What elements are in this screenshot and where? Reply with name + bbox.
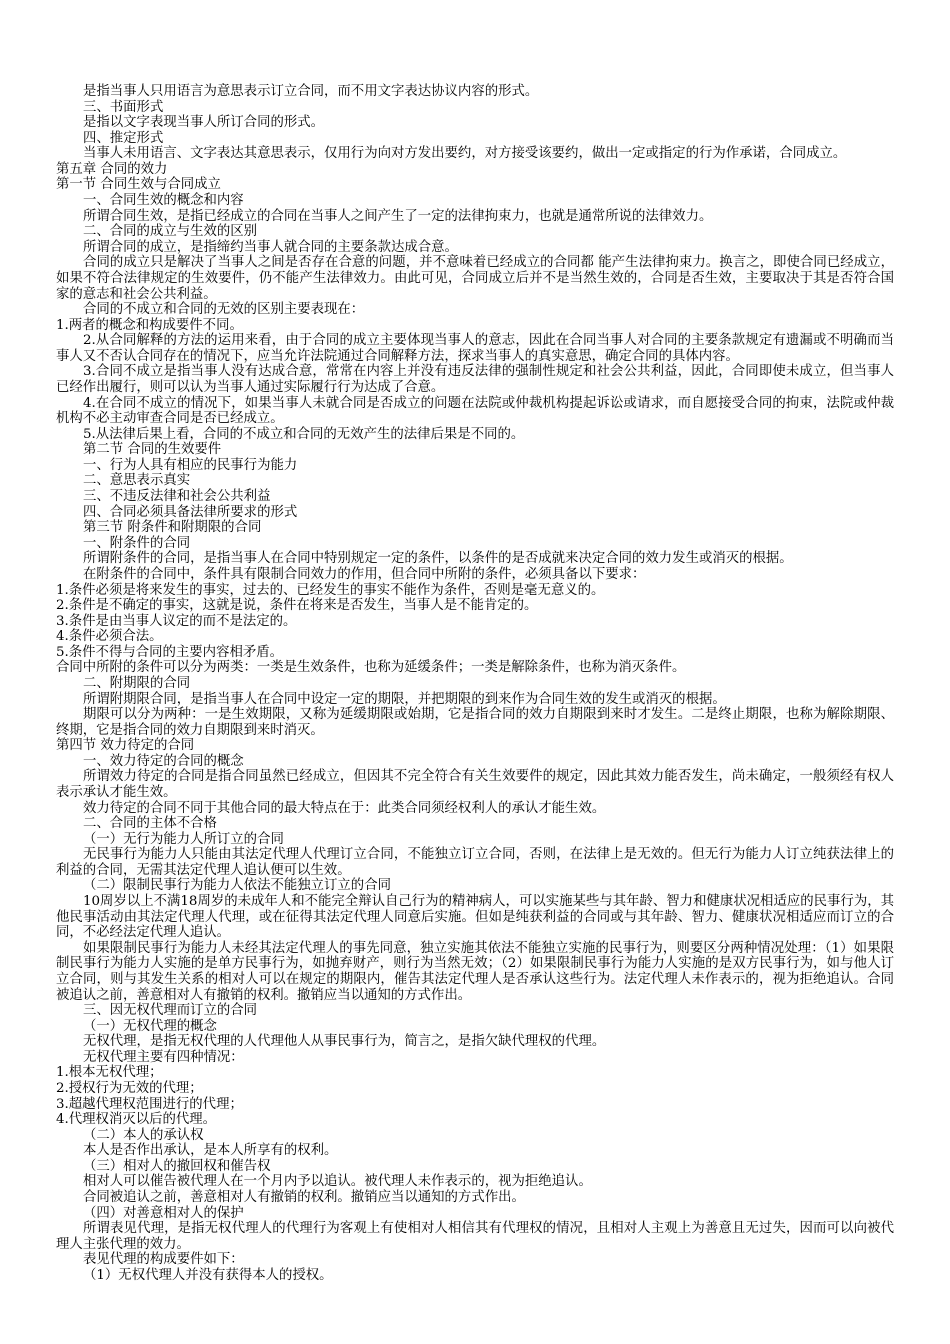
text-line: 是指以文字表现当事人所订合同的形式。	[83, 115, 325, 131]
text-line: （二）限制民事行为能力人依法不能独立订立的合同	[83, 878, 391, 894]
text-line: 2.授权行为无效的代理；	[56, 1081, 203, 1096]
text-line: 2.从合同解释的方法的运用来看，由于合同的成立主要体现当事人的意志，因此在合同当事人对合同的主要条款规定有遗漏或不明确而当事人又不否认合同存在的情况下，应当允许法院通过合同解释方法，探求当事人的真实意思，确定合同的具体内容。	[56, 333, 894, 364]
text-line: 5.条件不得与合同的主要内容相矛盾。	[56, 644, 284, 660]
text-line: 一、附条件的合同	[83, 535, 191, 551]
text-line: 合同被追认之前，善意相对人有撤销的权利。撤销应当以通知的方式作出。	[83, 1190, 525, 1206]
text-line: 1.两者的概念和构成要件不同。	[56, 317, 243, 333]
text-line: 当事人未用语言、文字表达其意思表示，仅用行为向对方发出要约，对方接受该要约，做出一定或指定的行为作承诺，合同成立。	[83, 146, 847, 162]
text-line: （一）无权代理的概念	[83, 1018, 217, 1034]
text-line: 第四节 效力待定的合同	[56, 738, 195, 754]
text-line: 二、附期限的合同	[83, 675, 191, 691]
text-line: 相对人可以催告被代理人在一个月内予以追认。被代理人未作表示的，视为拒绝追认。	[83, 1174, 592, 1190]
text-line: 所谓合同生效，是指已经成立的合同在当事人之间产生了一定的法律拘束力，也就是通常所说的法律效力。	[83, 208, 713, 224]
text-line: 所谓表见代理，是指无权代理人的代理行为客观上有使相对人相信其有代理权的情况，且相对人主观上为善意且无过失，因而可以向被代理人主张代理的效力。	[56, 1221, 894, 1252]
text-line: 4.条件必须合法。	[56, 629, 163, 645]
text-line: 二、意思表示真实	[83, 473, 191, 489]
text-line: 2.条件是不确定的事实，这就是说，条件在将来是否发生，当事人是不能肯定的。	[56, 598, 538, 614]
text-line: 1.条件必须是将来发生的事实，过去的、已经发生的事实不能作为条件，否则是毫无意义的。	[56, 582, 605, 598]
text-line: 所谓合同的成立，是指缔约当事人就合同的主要条款达成合意。	[83, 239, 458, 255]
text-line: 所谓效力待定的合同是指合同虽然已经成立，但因其不完全符合有关生效要件的规定，因此其效力能否发生，尚未确定，一般须经有权人表示承认才能生效。	[56, 769, 894, 801]
text-line: （一）无行为能力人所订立的合同	[83, 831, 284, 847]
text-line: 所谓附条件的合同，是指当事人在合同中特别规定一定的条件，以条件的是否成就来决定合同的效力发生或消灭的根据。	[83, 551, 793, 567]
text-line: 3.超越代理权范围进行的代理；	[56, 1096, 243, 1112]
text-line: 4.在合同不成立的情况下，如果当事人未就合同是否成立的问题在法院或仲裁机构提起诉讼或请求，而自愿接受合同的拘束，法院或仲裁机构不必主动审查合同是否已经成立。	[56, 395, 894, 427]
text-line: 第五章 合同的效力	[56, 161, 168, 177]
text-line: 第二节 合同的生效要件	[83, 442, 222, 458]
text-line: 无权代理，是指无权代理的人代理他人从事民事行为，简言之，是指欠缺代理权的代理。	[83, 1034, 606, 1050]
text-line: 期限可以分为两种：一是生效期限，又称为延缓期限或始期，它是指合同的效力自期限到来时才发生。二是终止期限，也称为解除期限、终期，它是指合同的效力自期限到来时消灭。	[56, 707, 894, 738]
text-line: 1.根本无权代理；	[56, 1065, 163, 1081]
text-line: 本人是否作出承认，是本人所享有的权利。	[83, 1143, 338, 1159]
text-line: 合同的成立只是解决了当事人之间是否存在合意的问题，并不意味着已经成立的合同都 能产生法律拘束力。换言之，即使合同已经成立，如果不符合法律规定的生效要件，仍不能产生法律效力。由此可见，合同成立后并不是当然生效的，合同是否生效，主要取决于其是否符合国家的意志和社会公共利益。	[56, 255, 894, 302]
text-line: 三、不违反法律和社会公共利益	[83, 489, 271, 505]
text-line: 一、效力待定的合同的概念	[83, 753, 244, 769]
text-line: 3.条件是由当事人议定的而不是法定的。	[56, 613, 297, 629]
text-line: 10周岁以上不满18周岁的未成年人和不能完全辩认自己行为的精神病人，可以实施某些与其年龄、智力和健康状况相适应的民事行为，其他民事活动由其法定代理人代理，或在征得其法定代理人同意后实施。但如是纯获利益的合同或与其年龄、智力、健康状况相适应而订立的合同，不必经法定代理人追认。	[56, 894, 894, 941]
text-line: 在附条件的合同中，条件具有限制合同效力的作用，但合同中所附的条件，必须具备以下要求：	[83, 566, 646, 582]
text-line: 4.代理权消灭以后的代理。	[56, 1112, 217, 1128]
text-line: 一、合同生效的概念和内容	[83, 193, 244, 209]
text-line: （1）无权代理人并没有获得本人的授权。	[83, 1267, 333, 1283]
text-line: 所谓附期限合同，是指当事人在合同中设定一定的期限，并把期限的到来作为合同生效的发生或消灭的根据。	[83, 691, 726, 707]
text-line: （三）相对人的撤回权和催告权	[83, 1158, 271, 1174]
text-line: 表见代理的构成要件如下：	[83, 1252, 244, 1268]
text-line: 效力待定的合同不同于其他合同的最大特点在于：此类合同须经权利人的承认才能生效。	[83, 800, 606, 816]
text-line: 一、行为人具有相应的民事行为能力	[83, 457, 298, 473]
text-line: 如果限制民事行为能力人未经其法定代理人的事先同意，独立实施其依法不能独立实施的民事行为，则要区分两种情况处理：（1）如果限制民事行为能力人实施的是单方民事行为，如抛弃财产，则行为当然无效；（2）如果限制民事行为能力人实施的是双方民事行为，如与他人订立合同，则与其发生关系的相对人可以在规定的期限内，催告其法定代理人是否承认这些行为。法定代理人未作表示的，视为拒绝追认。合同被追认之前，善意相对人有撤销的权利。撤销应当以通知的方式作出。	[56, 940, 894, 1003]
text-line: （二）本人的承认权	[83, 1127, 204, 1143]
text-line: 二、合同的主体不合格	[83, 816, 217, 832]
text-line: 四、推定形式	[83, 130, 164, 146]
text-line: 第三节 附条件和附期限的合同	[83, 520, 262, 536]
text-line: 第一节 合同生效与合同成立	[56, 177, 221, 193]
text-line: 是指当事人只用语言为意思表示订立合同，而不用文字表达协议内容的形式。	[83, 84, 539, 99]
text-line: 5.从法律后果上看，合同的不成立和合同的无效产生的法律后果是不同的。	[83, 426, 525, 442]
text-line: （四）对善意相对人的保护	[83, 1205, 244, 1221]
text-line: 3.合同不成立是指当事人没有达成合意，常常在内容上并没有违反法律的强制性规定和社会公共利益，因此，合同即使未成立，但当事人已经作出履行，则可以认为当事人通过实际履行行为达成了合意。	[56, 364, 894, 395]
text-line: 合同的不成立和合同的无效的区别主要表现在：	[83, 302, 365, 318]
text-line: 三、书面形式	[83, 99, 164, 115]
text-line: 无民事行为能力人只能由其法定代理人代理订立合同，不能独立订立合同，否则，在法律上是无效的。但无行为能力人订立纯获法律上的利益的合同，无需其法定代理人追认便可以生效。	[56, 847, 894, 878]
text-line: 合同中所附的条件可以分为两类：一类是生效条件，也称为延缓条件；一类是解除条件，也称为消灭条件。	[56, 660, 686, 676]
text-line: 无权代理主要有四种情况：	[83, 1049, 244, 1065]
text-line: 三、因无权代理而订立的合同	[83, 1003, 258, 1019]
text-line: 二、合同的成立与生效的区别	[83, 224, 258, 240]
text-line: 四、合同必须具备法律所要求的形式	[83, 504, 298, 520]
